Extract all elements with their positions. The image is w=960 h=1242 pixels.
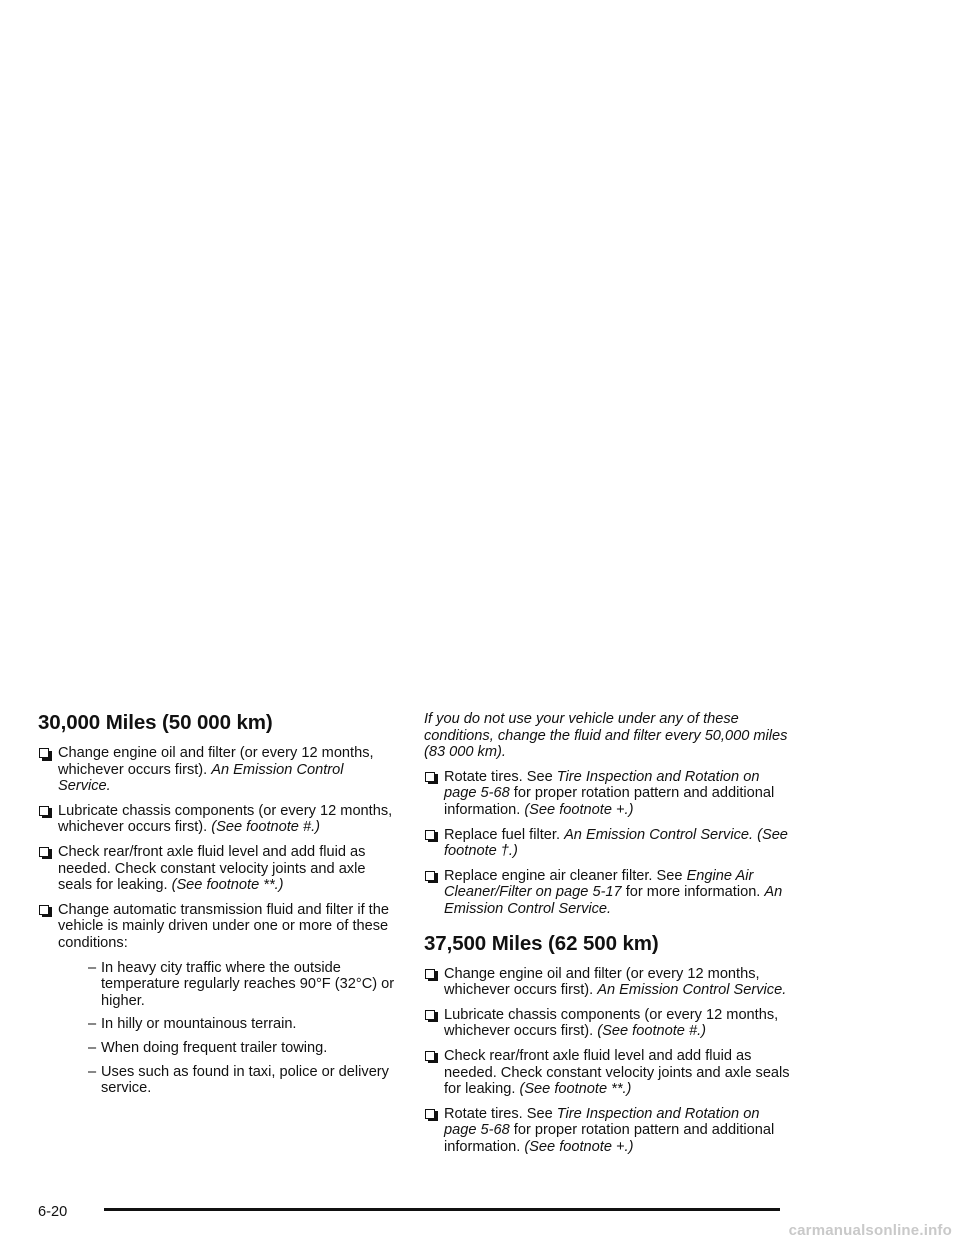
footer-rule	[104, 1208, 780, 1211]
checkbox-icon	[425, 1010, 435, 1020]
checkbox-icon	[39, 905, 49, 915]
checkbox-icon	[425, 772, 435, 782]
right-column	[424, 711, 790, 1163]
condition-item: – In hilly or mountainous terrain.	[88, 1016, 297, 1033]
checkbox-icon	[39, 847, 49, 857]
page-number: 6-20	[38, 1204, 68, 1220]
section-heading-30000: 30,000 Miles (50 000 km)	[38, 711, 273, 734]
checklist-item: Lubricate chassis components (or every 12 months, whichever occurs first). (See footnote #.)	[424, 1007, 790, 1040]
checklist-item: Rotate tires. See Tire Inspection and Rotation on page 5-68 for proper rotation pattern and additional information. (See footnote +.)	[424, 1106, 790, 1156]
checklist-item: Rotate tires. See Tire Inspection and Rotation on page 5-68 for proper rotation pattern and additional information. (See footnote +.)	[424, 769, 790, 819]
checklist-item: Check rear/front axle fluid level and add fluid as needed. Check constant velocity joints and axle seals for leaking. (See footnote **.)	[38, 844, 398, 894]
checklist-item: Check rear/front axle fluid level and add fluid as needed. Check constant velocity joints and axle seals for leaking. (See footnote **.)	[424, 1048, 790, 1098]
checklist-item: Change automatic transmission fluid and filter if the vehicle is mainly driven under one or more of these conditions:	[38, 902, 398, 952]
checklist-item: Replace engine air cleaner filter. See Engine Air Cleaner/Filter on page 5-17 for more information. An Emission Control Service.	[424, 868, 790, 918]
dash-bullet: –	[88, 1039, 97, 1056]
checkbox-icon	[425, 969, 435, 979]
condition-item: – Uses such as found in taxi, police or delivery service.	[88, 1063, 389, 1097]
checkbox-icon	[425, 1051, 435, 1061]
dash-bullet: –	[88, 1063, 97, 1080]
fluid-change-note: If you do not use your vehicle under any of these conditions, change the fluid and filter every 50,000 miles (83 000 km).	[424, 711, 788, 761]
section-heading-37500: 37,500 Miles (62 500 km)	[424, 931, 659, 955]
checkbox-icon	[425, 1109, 435, 1119]
checklist-item: Lubricate chassis components (or every 12 months, whichever occurs first). (See footnote #.)	[38, 803, 398, 836]
watermark: carmanualsonline.info	[788, 1222, 952, 1239]
checklist-item: Change engine oil and filter (or every 12 months, whichever occurs first). An Emission Control Service.	[424, 966, 790, 999]
left-column	[38, 711, 398, 1104]
checkbox-icon	[39, 806, 49, 816]
condition-item: – In heavy city traffic where the outside temperature regularly reaches 90°F (32°C) or higher.	[88, 959, 395, 1009]
dash-bullet: –	[88, 1016, 97, 1033]
checklist-item: Replace fuel filter. An Emission Control Service. (See footnote †.)	[424, 827, 790, 860]
dash-bullet: –	[88, 959, 97, 976]
checklist-item: Change engine oil and filter (or every 12 months, whichever occurs first). An Emission Control Service.	[38, 745, 398, 795]
condition-item: – When doing frequent trailer towing.	[88, 1039, 328, 1056]
checkbox-icon	[425, 871, 435, 881]
checkbox-icon	[425, 830, 435, 840]
checkbox-icon	[39, 748, 49, 758]
